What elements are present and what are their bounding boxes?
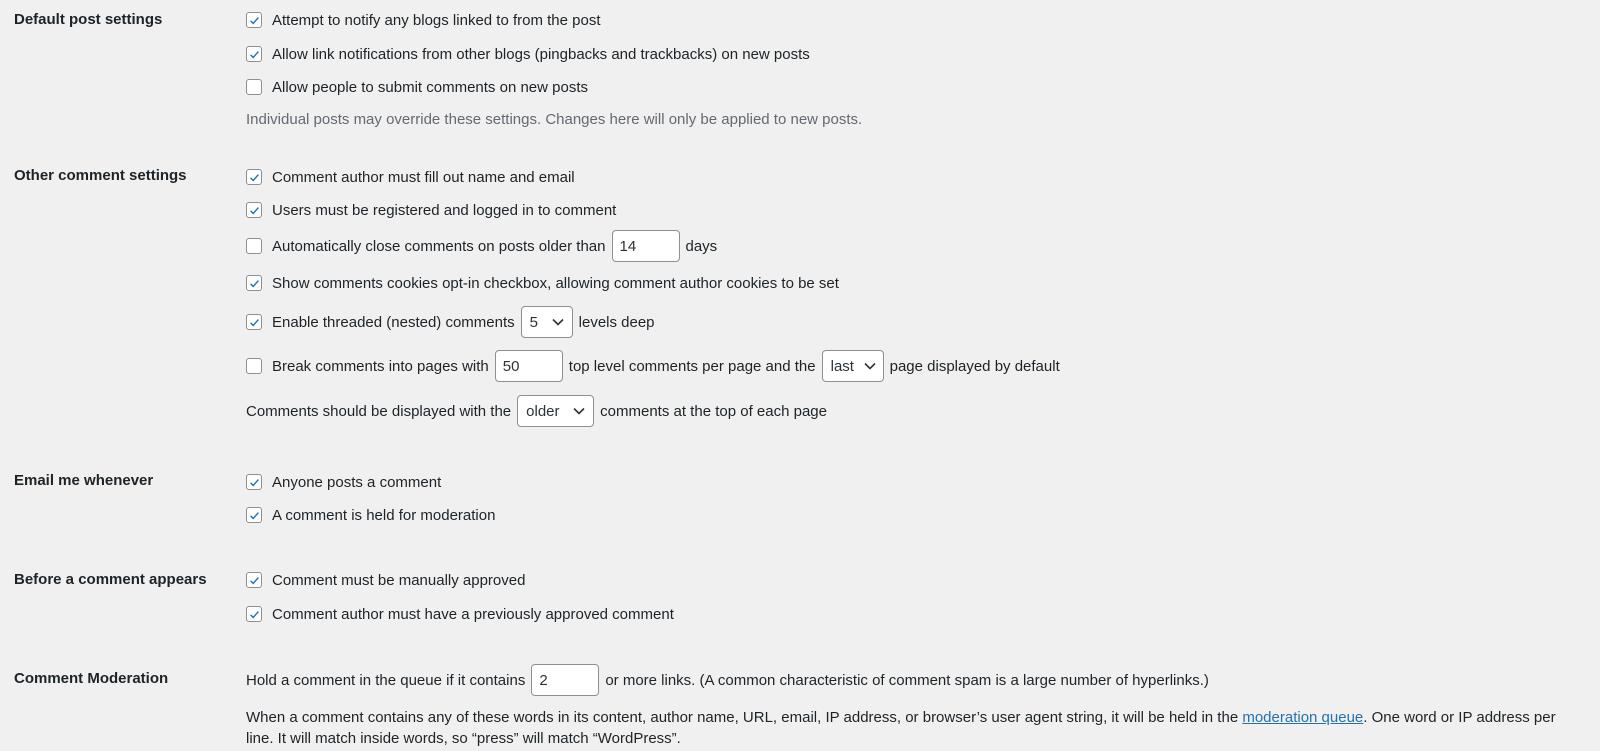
hold-suffix: or more links. (A common characteristic of comment spam is a large number of hyperlinks.) xyxy=(605,671,1209,689)
option-label: Comment author must fill out name and email xyxy=(272,168,575,186)
select-value: last xyxy=(830,357,854,375)
checkbox-checked[interactable] xyxy=(246,572,262,588)
section-heading-moderation: Comment Moderation xyxy=(14,670,169,687)
default-post-note: Individual posts may override these settings. Changes here will only be applied to new posts. xyxy=(246,110,863,128)
chevron-down-icon xyxy=(864,362,876,370)
chevron-down-icon xyxy=(573,407,585,415)
option-label: Comment must be manually approved xyxy=(272,571,526,589)
email-any-comment-option[interactable] xyxy=(246,472,441,492)
levels-suffix: levels deep xyxy=(578,313,655,331)
threaded-option xyxy=(246,305,655,339)
paged-option xyxy=(246,349,1060,383)
section-heading-before-appears: Before a comment appears xyxy=(14,571,207,588)
paged-middle-text: top level comments per page and the xyxy=(568,357,816,375)
option-label: Comment author must have a previously approved comment xyxy=(272,605,674,623)
checkbox-checked[interactable] xyxy=(246,314,262,330)
option-label: Comments should be displayed with the xyxy=(246,402,512,420)
moderation-queue-link[interactable]: moderation queue xyxy=(1242,709,1364,726)
section-heading-other-comment: Other comment settings xyxy=(14,167,187,184)
moderation-description xyxy=(246,707,1586,749)
option-label: Anyone posts a comment xyxy=(272,473,442,491)
max-links-input[interactable]: 2 xyxy=(531,664,599,696)
manual-approval-option[interactable] xyxy=(246,570,525,590)
comment-order-select[interactable] xyxy=(517,395,594,427)
paged-suffix: page displayed by default xyxy=(889,357,1060,375)
option-label: A comment is held for moderation xyxy=(272,506,496,524)
checkbox-unchecked[interactable] xyxy=(246,238,262,254)
option-label: Automatically close comments on posts older than xyxy=(272,237,606,255)
option-label: Allow people to submit comments on new posts xyxy=(272,78,588,96)
order-suffix: comments at the top of each page xyxy=(600,402,827,420)
default-page-select[interactable] xyxy=(822,350,884,382)
checkbox-checked[interactable] xyxy=(246,474,262,490)
close-days-input[interactable]: 14 xyxy=(612,230,680,262)
allow-comments-option[interactable] xyxy=(246,77,588,97)
notify-blogs-option[interactable] xyxy=(246,10,601,30)
select-value: older xyxy=(526,402,560,420)
checkbox-unchecked[interactable] xyxy=(246,358,262,374)
option-label: Attempt to notify any blogs linked to from the post xyxy=(272,11,601,29)
comments-per-page-input[interactable]: 50 xyxy=(495,350,563,382)
email-moderation-option[interactable] xyxy=(246,505,495,525)
previously-approved-option[interactable] xyxy=(246,604,674,624)
option-label: Allow link notifications from other blogs (pingbacks and trackbacks) on new posts xyxy=(272,45,810,63)
checkbox-checked[interactable] xyxy=(246,12,262,28)
thread-depth-select[interactable] xyxy=(521,306,573,338)
hold-links-option xyxy=(246,663,1209,697)
comment-order-option xyxy=(246,394,827,428)
registration-option[interactable] xyxy=(246,200,616,220)
option-label: Show comments cookies opt-in checkbox, allowing comment author cookies to be set xyxy=(272,274,839,292)
checkbox-unchecked[interactable] xyxy=(246,79,262,95)
checkbox-checked[interactable] xyxy=(246,169,262,185)
hold-prefix: Hold a comment in the queue if it contains xyxy=(246,671,526,689)
section-heading-default-post: Default post settings xyxy=(14,11,163,28)
option-label: Break comments into pages with xyxy=(272,357,489,375)
option-label: Users must be registered and logged in to comment xyxy=(272,201,617,219)
moderation-text-after: . One word or IP address per line. It will match inside words, so “press” will match “WordPress”. xyxy=(246,709,1556,747)
pingbacks-option[interactable] xyxy=(246,44,810,64)
require-name-email-option[interactable] xyxy=(246,167,575,187)
moderation-text-before: When a comment contains any of these words in its content, author name, URL, email, IP address, or browser’s user agent string, it will be held in the xyxy=(246,709,1243,726)
section-heading-email: Email me whenever xyxy=(14,472,154,489)
checkbox-checked[interactable] xyxy=(246,46,262,62)
checkbox-checked[interactable] xyxy=(246,202,262,218)
auto-close-option xyxy=(246,229,717,263)
checkbox-checked[interactable] xyxy=(246,606,262,622)
select-value: 5 xyxy=(529,313,538,331)
checkbox-checked[interactable] xyxy=(246,507,262,523)
checkbox-checked[interactable] xyxy=(246,275,262,291)
cookies-option[interactable] xyxy=(246,273,839,293)
option-label: Enable threaded (nested) comments xyxy=(272,313,515,331)
chevron-down-icon xyxy=(552,318,564,326)
days-suffix: days xyxy=(685,237,718,255)
